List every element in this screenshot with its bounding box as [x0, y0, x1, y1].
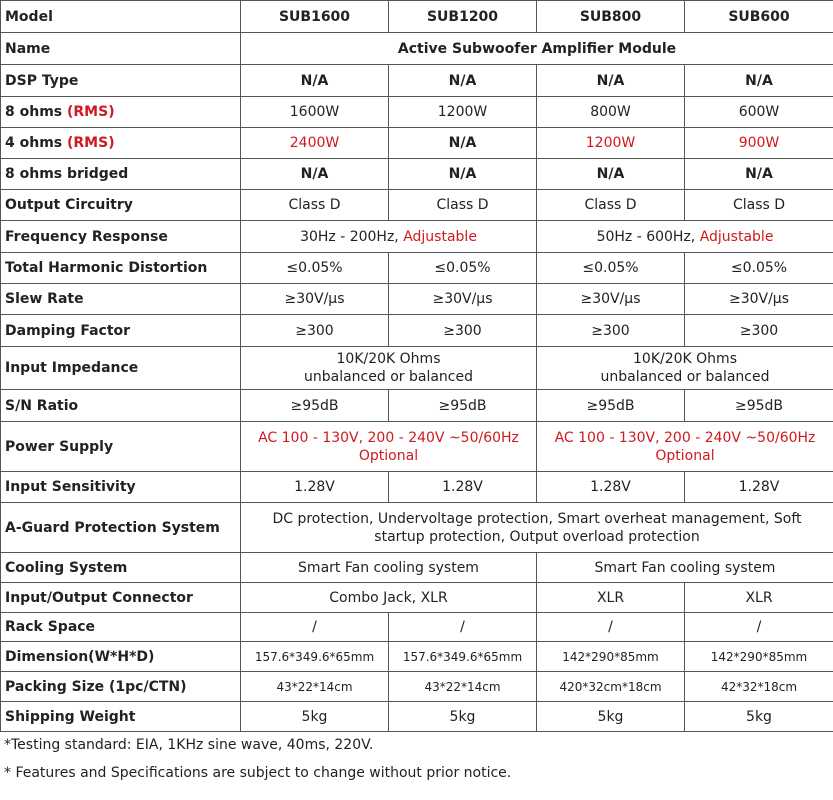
- sensitivity-value: 1.28V: [241, 472, 389, 503]
- frequency-value-right: [537, 221, 833, 253]
- weight-value: 5kg: [537, 702, 685, 732]
- col-sub600: SUB600: [685, 1, 833, 33]
- sn-label: S/N Ratio: [1, 390, 241, 422]
- impedance-line1: 10K/20K Ohms: [336, 351, 441, 367]
- damping-value: ≥300: [685, 315, 833, 347]
- sn-value: ≥95dB: [241, 390, 389, 422]
- dsp-value: N/A: [537, 65, 685, 97]
- output-value: Class D: [389, 190, 537, 221]
- sensitivity-value: 1.28V: [685, 472, 833, 503]
- impedance-label: Input Impedance: [1, 347, 241, 390]
- 4ohms-label: [1, 128, 241, 159]
- row-slew: [1, 284, 833, 315]
- row-connector: [1, 583, 833, 613]
- row-aguard: [1, 503, 833, 553]
- dsp-label: DSP Type: [1, 65, 241, 97]
- 8ohms-value: 1600W: [241, 97, 389, 128]
- row-name: [1, 33, 833, 65]
- weight-value: 5kg: [389, 702, 537, 732]
- row-damping: [1, 315, 833, 347]
- 4ohms-label-text: 4 ohms: [5, 135, 67, 151]
- header-row: [1, 1, 833, 33]
- dimension-value: 157.6*349.6*65mm: [389, 642, 537, 672]
- 8ohms-label-text: 8 ohms: [5, 104, 67, 120]
- model-header: Model: [1, 1, 241, 33]
- bridged-value: N/A: [241, 159, 389, 190]
- change-notice-note: * Features and Specifications are subject to change without prior notice.: [4, 765, 512, 781]
- bridged-value: N/A: [685, 159, 833, 190]
- 8ohms-value: 1200W: [389, 97, 537, 128]
- row-weight: [1, 702, 833, 732]
- output-value: Class D: [241, 190, 389, 221]
- row-cooling: [1, 553, 833, 583]
- sn-value: ≥95dB: [685, 390, 833, 422]
- damping-value: ≥300: [389, 315, 537, 347]
- 8ohms-value: 800W: [537, 97, 685, 128]
- row-packing: [1, 672, 833, 702]
- packing-value: 420*32cm*18cm: [537, 672, 685, 702]
- col-sub1600: SUB1600: [241, 1, 389, 33]
- packing-value: 42*32*18cm: [685, 672, 833, 702]
- col-sub800: SUB800: [537, 1, 685, 33]
- aguard-value: [241, 503, 833, 553]
- power-line1: AC 100 - 130V, 200 - 240V ~50/60Hz: [258, 429, 519, 446]
- connector-value: XLR: [537, 583, 685, 613]
- adjustable-tag: Adjustable: [699, 228, 774, 245]
- sn-value: ≥95dB: [389, 390, 537, 422]
- power-line2: Optional: [655, 447, 715, 464]
- aguard-label: A-Guard Protection System: [1, 503, 241, 553]
- bridged-label: 8 ohms bridged: [1, 159, 241, 190]
- power-line1: AC 100 - 130V, 200 - 240V ~50/60Hz: [554, 429, 816, 446]
- row-sn: [1, 390, 833, 422]
- rack-value: /: [537, 613, 685, 642]
- row-impedance: [1, 347, 833, 390]
- row-frequency: [1, 221, 833, 253]
- packing-label: Packing Size (1pc/CTN): [1, 672, 241, 702]
- row-8ohms: [1, 97, 833, 128]
- dimension-value: 142*290*85mm: [685, 642, 833, 672]
- frequency-range: 50Hz - 600Hz,: [596, 228, 700, 245]
- packing-value: 43*22*14cm: [241, 672, 389, 702]
- connector-value-left: Combo Jack, XLR: [241, 583, 537, 613]
- dsp-value: N/A: [389, 65, 537, 97]
- row-dsp: [1, 65, 833, 97]
- slew-label: Slew Rate: [1, 284, 241, 315]
- row-output: [1, 190, 833, 221]
- frequency-label: Frequency Response: [1, 221, 241, 253]
- thd-value: ≤0.05%: [685, 253, 833, 284]
- impedance-value-left: [241, 347, 537, 390]
- aguard-line2: startup protection, Output overload protection: [374, 528, 700, 545]
- rack-label: Rack Space: [1, 613, 241, 642]
- packing-value: 43*22*14cm: [389, 672, 537, 702]
- bridged-value: N/A: [537, 159, 685, 190]
- thd-value: ≤0.05%: [389, 253, 537, 284]
- power-label: Power Supply: [1, 422, 241, 472]
- power-value-right: [537, 422, 833, 472]
- rms-tag: (RMS): [67, 104, 115, 120]
- cooling-value-right: Smart Fan cooling system: [537, 553, 833, 583]
- output-label: Output Circuitry: [1, 190, 241, 221]
- dimension-value: 142*290*85mm: [537, 642, 685, 672]
- row-bridged: [1, 159, 833, 190]
- sensitivity-value: 1.28V: [389, 472, 537, 503]
- sensitivity-label: Input Sensitivity: [1, 472, 241, 503]
- name-value: Active Subwoofer Amplifier Module: [241, 33, 833, 65]
- dsp-value: N/A: [685, 65, 833, 97]
- rack-value: /: [241, 613, 389, 642]
- thd-value: ≤0.05%: [537, 253, 685, 284]
- impedance-line1: 10K/20K Ohms: [633, 351, 737, 367]
- 4ohms-value: 900W: [685, 128, 833, 159]
- slew-value: ≥30V/μs: [685, 284, 833, 315]
- 4ohms-value: 1200W: [537, 128, 685, 159]
- 8ohms-value: 600W: [685, 97, 833, 128]
- dimension-value: 157.6*349.6*65mm: [241, 642, 389, 672]
- weight-label: Shipping Weight: [1, 702, 241, 732]
- power-value-left: [241, 422, 537, 472]
- dsp-value: N/A: [241, 65, 389, 97]
- thd-label: Total Harmonic Distortion: [1, 253, 241, 284]
- row-rack: [1, 613, 833, 642]
- aguard-line1: DC protection, Undervoltage protection, Smart overheat management, Soft: [272, 510, 802, 527]
- footnotes: [4, 735, 511, 791]
- frequency-range: 30Hz - 200Hz,: [300, 228, 404, 245]
- output-value: Class D: [685, 190, 833, 221]
- weight-value: 5kg: [685, 702, 833, 732]
- rms-tag: (RMS): [67, 135, 115, 151]
- 8ohms-label: [1, 97, 241, 128]
- row-thd: [1, 253, 833, 284]
- adjustable-tag: Adjustable: [403, 228, 477, 245]
- damping-value: ≥300: [537, 315, 685, 347]
- col-sub1200: SUB1200: [389, 1, 537, 33]
- sn-value: ≥95dB: [537, 390, 685, 422]
- slew-value: ≥30V/μs: [389, 284, 537, 315]
- slew-value: ≥30V/μs: [241, 284, 389, 315]
- cooling-value-left: Smart Fan cooling system: [241, 553, 537, 583]
- connector-value: XLR: [685, 583, 833, 613]
- damping-value: ≥300: [241, 315, 389, 347]
- sensitivity-value: 1.28V: [537, 472, 685, 503]
- row-dimension: [1, 642, 833, 672]
- row-4ohms: [1, 128, 833, 159]
- slew-value: ≥30V/μs: [537, 284, 685, 315]
- bridged-value: N/A: [389, 159, 537, 190]
- rack-value: /: [685, 613, 833, 642]
- 4ohms-value: 2400W: [241, 128, 389, 159]
- cooling-label: Cooling System: [1, 553, 241, 583]
- impedance-value-right: [537, 347, 833, 390]
- connector-label: Input/Output Connector: [1, 583, 241, 613]
- output-value: Class D: [537, 190, 685, 221]
- testing-standard-note: *Testing standard: EIA, 1KHz sine wave, 40ms, 220V.: [4, 737, 374, 753]
- weight-value: 5kg: [241, 702, 389, 732]
- impedance-line2: unbalanced or balanced: [304, 369, 473, 385]
- row-power: [1, 422, 833, 472]
- damping-label: Damping Factor: [1, 315, 241, 347]
- power-line2: Optional: [358, 447, 419, 464]
- rack-value: /: [389, 613, 537, 642]
- row-sensitivity: [1, 472, 833, 503]
- frequency-value-left: [241, 221, 537, 253]
- dimension-label: Dimension(W*H*D): [1, 642, 241, 672]
- impedance-line2: unbalanced or balanced: [600, 369, 770, 385]
- thd-value: ≤0.05%: [241, 253, 389, 284]
- 4ohms-value: N/A: [389, 128, 537, 159]
- name-label: Name: [1, 33, 241, 65]
